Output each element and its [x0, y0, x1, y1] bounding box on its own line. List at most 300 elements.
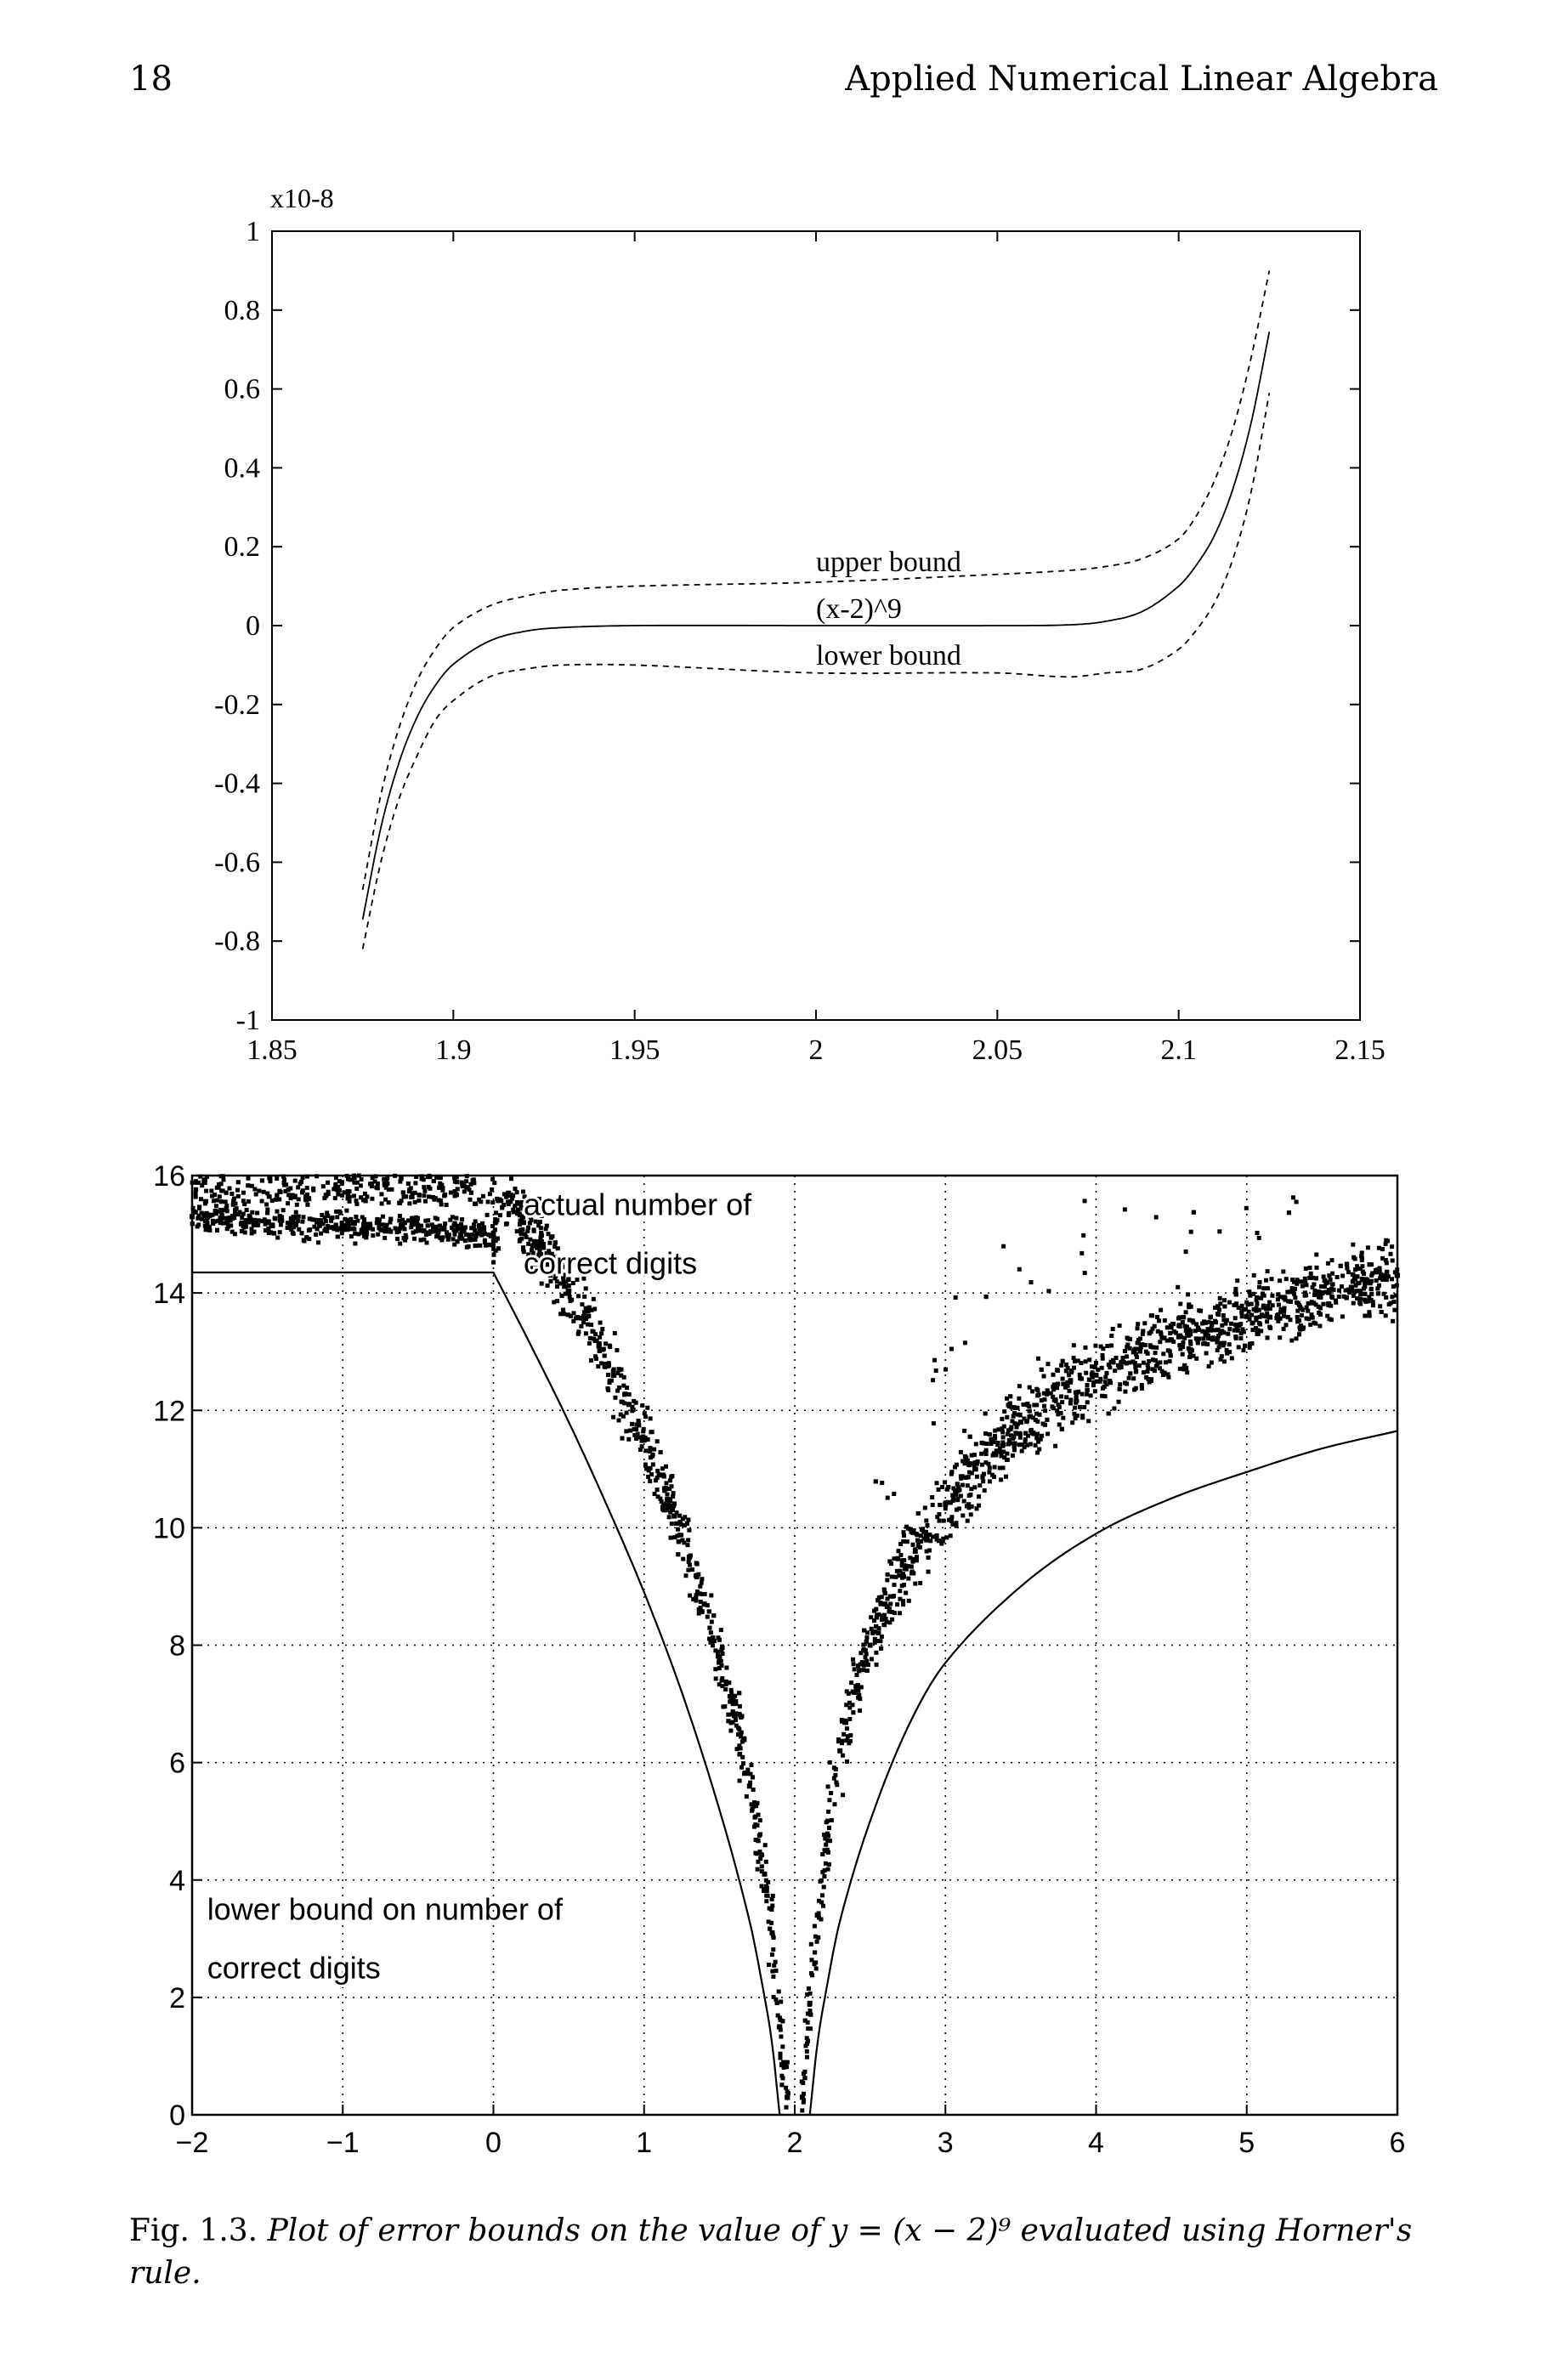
data-point [1043, 1408, 1047, 1413]
data-point [354, 1187, 359, 1191]
data-point [686, 1568, 690, 1572]
data-point [784, 2086, 788, 2090]
data-point [1060, 1427, 1064, 1431]
data-point [822, 1874, 826, 1878]
data-point [983, 1412, 988, 1416]
data-point [1100, 1366, 1104, 1370]
data-point [1371, 1303, 1375, 1307]
data-point [1369, 1287, 1374, 1291]
data-point [385, 1223, 389, 1227]
data-point [780, 2044, 785, 2048]
data-point [1181, 1352, 1185, 1357]
data-point [1164, 1360, 1168, 1364]
data-point [485, 1213, 490, 1217]
data-point [490, 1224, 495, 1228]
data-point [809, 1942, 813, 1946]
data-point [1295, 1336, 1299, 1340]
data-point [852, 1662, 856, 1666]
data-point [219, 1174, 224, 1178]
data-point [479, 1199, 483, 1204]
data-point [745, 1768, 750, 1772]
data-point [364, 1199, 368, 1204]
data-point [988, 1479, 992, 1483]
data-point [1072, 1366, 1076, 1370]
data-point [709, 1593, 713, 1597]
data-point [246, 1199, 251, 1204]
data-point [1034, 1436, 1039, 1440]
data-point [357, 1174, 361, 1178]
data-point [634, 1423, 638, 1427]
data-point [478, 1227, 482, 1231]
data-point [988, 1466, 992, 1470]
data-point [219, 1199, 224, 1204]
data-point-key [1244, 1314, 1250, 1319]
data-point [1247, 1289, 1251, 1294]
data-point [370, 1182, 374, 1186]
data-point [849, 1680, 853, 1685]
data-point [904, 1567, 909, 1572]
data-point [650, 1430, 654, 1434]
data-point [1146, 1363, 1150, 1367]
data-point-key [1094, 1373, 1099, 1378]
data-point [204, 1189, 208, 1193]
data-point [1188, 1342, 1193, 1346]
data-point [449, 1191, 453, 1195]
data-point [1222, 1305, 1227, 1309]
data-point [625, 1411, 629, 1415]
data-point [1378, 1304, 1382, 1308]
data-point [1391, 1284, 1396, 1289]
data-point [1133, 1361, 1137, 1365]
x-tick-label: −1 [326, 2127, 360, 2159]
data-point [377, 1224, 381, 1228]
data-point [302, 1215, 306, 1219]
data-point [1297, 1332, 1301, 1336]
data-point [898, 1611, 902, 1615]
data-point [336, 1193, 340, 1197]
data-point [866, 1663, 870, 1667]
data-point [1142, 1321, 1147, 1325]
data-point [1091, 1383, 1096, 1387]
data-point [1248, 1294, 1252, 1298]
data-point [1216, 1348, 1220, 1352]
data-point [1157, 1318, 1161, 1323]
data-point [942, 1519, 946, 1523]
data-point [423, 1219, 428, 1223]
chart-top-tick-labels [214, 216, 1386, 1066]
data-point [1030, 1389, 1034, 1393]
data-point [1032, 1403, 1036, 1408]
data-point [750, 1763, 754, 1767]
data-point [924, 1519, 928, 1523]
data-point [620, 1436, 625, 1441]
data-point [951, 1499, 955, 1503]
data-point [1168, 1331, 1172, 1335]
data-point [414, 1175, 418, 1179]
data-point [1111, 1327, 1115, 1331]
data-point [1330, 1282, 1334, 1286]
data-point [1318, 1295, 1323, 1300]
data-point [874, 1624, 878, 1629]
data-point [680, 1538, 684, 1543]
data-point [394, 1227, 398, 1231]
data-point [1023, 1431, 1028, 1436]
data-point [1118, 1382, 1122, 1386]
data-point [953, 1488, 957, 1493]
data-point [627, 1392, 632, 1397]
data-point [1326, 1280, 1330, 1284]
x-tick-label: 2 [808, 1034, 824, 1066]
data-point [1068, 1389, 1072, 1393]
data-point [455, 1175, 459, 1179]
data-point [686, 1538, 690, 1542]
data-point [776, 2014, 780, 2018]
data-point [739, 1715, 743, 1720]
data-point [1098, 1380, 1102, 1384]
data-point [1054, 1399, 1058, 1403]
data-point [1125, 1343, 1130, 1347]
data-point [1119, 1361, 1123, 1365]
data-point [511, 1193, 515, 1198]
data-point [411, 1216, 415, 1221]
data-point [244, 1218, 248, 1222]
data-point [918, 1581, 922, 1585]
data-point [286, 1193, 291, 1197]
data-point [365, 1232, 369, 1236]
data-point [492, 1181, 496, 1185]
data-point [872, 1609, 876, 1613]
data-point [927, 1549, 932, 1553]
data-point [348, 1217, 353, 1221]
data-point-key [416, 1226, 421, 1231]
data-point [925, 1538, 929, 1542]
data-point [1094, 1361, 1098, 1365]
data-point [768, 1927, 772, 1931]
data-point [813, 1962, 817, 1966]
data-point [941, 1538, 945, 1543]
data-point [937, 1488, 941, 1492]
data-point [352, 1194, 356, 1198]
data-point [687, 1518, 691, 1522]
data-point-key [491, 1232, 496, 1237]
data-point [1194, 1357, 1198, 1361]
data-point [255, 1211, 259, 1216]
data-point [352, 1181, 356, 1185]
data-point-key [611, 1373, 616, 1378]
data-point [1220, 1329, 1224, 1333]
data-point [993, 1429, 997, 1433]
data-point-key [732, 1713, 737, 1718]
data-point [963, 1340, 967, 1345]
data-point [898, 1589, 902, 1593]
data-point [1078, 1405, 1082, 1409]
data-point [1268, 1306, 1272, 1311]
data-point [643, 1448, 648, 1453]
x-tick-label: 3 [937, 2127, 954, 2159]
x-tick-label: 2.05 [972, 1034, 1023, 1066]
data-point [888, 1602, 892, 1606]
data-point [915, 1555, 919, 1559]
data-point [886, 1597, 890, 1601]
data-point [465, 1245, 469, 1250]
data-point [582, 1310, 586, 1314]
data-point [257, 1218, 261, 1222]
data-point [667, 1515, 672, 1519]
data-point [897, 1549, 901, 1553]
data-point [1250, 1328, 1255, 1332]
data-point [1362, 1272, 1366, 1276]
data-point [230, 1216, 235, 1221]
data-point [218, 1194, 222, 1198]
data-point [1028, 1386, 1032, 1390]
data-point [1312, 1321, 1316, 1325]
data-point [544, 1227, 548, 1231]
data-point [1267, 1300, 1272, 1305]
data-point [1334, 1300, 1338, 1305]
data-point [579, 1324, 583, 1329]
data-point [481, 1194, 485, 1198]
data-point [819, 1918, 823, 1922]
y-tick-label: 14 [153, 1278, 185, 1311]
data-point [1123, 1207, 1127, 1211]
data-point [949, 1533, 953, 1538]
data-point [1285, 1290, 1289, 1295]
annotation-label: actual number of [524, 1187, 752, 1222]
data-point [453, 1221, 457, 1226]
data-point [1147, 1359, 1151, 1363]
data-point [1248, 1342, 1252, 1346]
data-point [343, 1217, 347, 1221]
data-point [1305, 1283, 1309, 1287]
data-point [972, 1485, 977, 1489]
data-point [426, 1223, 430, 1227]
data-point [1034, 1387, 1039, 1391]
data-point [1056, 1368, 1060, 1373]
data-point [399, 1176, 403, 1181]
data-point [1117, 1400, 1121, 1404]
data-point [1203, 1341, 1207, 1346]
data-point [913, 1582, 917, 1586]
data-point [855, 1673, 859, 1677]
data-point [911, 1543, 915, 1547]
data-point [1295, 1319, 1300, 1323]
data-point-key [642, 1437, 647, 1442]
data-point [224, 1206, 229, 1210]
data-point [1276, 1292, 1280, 1296]
data-point [293, 1215, 298, 1219]
data-point [1085, 1383, 1090, 1387]
data-point [805, 2049, 809, 2054]
data-point [713, 1667, 717, 1671]
data-point [422, 1193, 426, 1198]
data-point [1278, 1335, 1282, 1340]
data-point [1210, 1323, 1214, 1327]
data-point [464, 1185, 468, 1189]
data-point [620, 1400, 624, 1404]
data-point [968, 1493, 972, 1497]
data-point [898, 1569, 903, 1573]
data-point [1045, 1418, 1049, 1422]
data-point [588, 1336, 592, 1340]
data-point-key [747, 1783, 752, 1788]
data-point [1237, 1306, 1241, 1310]
data-point [1084, 1371, 1088, 1375]
data-point [1321, 1302, 1325, 1306]
data-point [274, 1198, 278, 1202]
data-point [1303, 1277, 1307, 1281]
data-point [1158, 1340, 1162, 1344]
data-point [354, 1215, 358, 1219]
data-point [1061, 1416, 1065, 1420]
data-point [1112, 1407, 1116, 1411]
data-point [265, 1211, 269, 1216]
data-point [981, 1479, 985, 1483]
data-point [346, 1192, 350, 1196]
data-point [1392, 1308, 1397, 1312]
data-point [1178, 1367, 1182, 1371]
data-point [299, 1180, 303, 1184]
data-point [716, 1650, 720, 1654]
data-point [469, 1238, 473, 1242]
data-point-key [190, 1214, 195, 1219]
data-point [570, 1298, 574, 1302]
data-point [1061, 1382, 1065, 1386]
data-point [886, 1496, 890, 1500]
data-point [960, 1483, 965, 1488]
data-point [1197, 1308, 1201, 1312]
x-tick-label: 1.9 [435, 1034, 472, 1066]
data-point [214, 1204, 218, 1208]
data-point [1340, 1274, 1345, 1278]
data-point [738, 1704, 742, 1708]
data-point [1068, 1397, 1073, 1402]
data-point [1206, 1336, 1210, 1340]
data-point [1158, 1366, 1162, 1370]
data-point [836, 1737, 841, 1742]
data-point [490, 1187, 494, 1192]
data-point [305, 1175, 309, 1179]
data-point [1182, 1315, 1186, 1319]
data-point [539, 1226, 543, 1230]
data-point [1255, 1328, 1260, 1332]
data-point [615, 1389, 620, 1393]
data-point [385, 1182, 389, 1186]
data-point [694, 1573, 699, 1578]
data-point [376, 1182, 380, 1186]
data-point [356, 1232, 360, 1236]
data-point [1389, 1252, 1393, 1256]
data-point [721, 1705, 725, 1709]
data-point [655, 1488, 660, 1492]
data-point [526, 1226, 530, 1230]
data-point [1105, 1344, 1109, 1348]
data-point [1035, 1432, 1040, 1436]
data-point [576, 1294, 581, 1298]
data-point [955, 1482, 960, 1486]
data-point [1184, 1310, 1188, 1314]
data-point [1257, 1308, 1261, 1312]
data-point [856, 1683, 860, 1687]
data-point [1005, 1458, 1009, 1462]
data-point [212, 1198, 216, 1203]
data-point [1235, 1278, 1239, 1283]
data-point [1282, 1314, 1286, 1318]
data-point [474, 1234, 479, 1238]
data-point [584, 1331, 588, 1335]
data-point [1241, 1348, 1245, 1352]
data-point-key [882, 1601, 887, 1606]
data-point [401, 1225, 405, 1229]
data-point [844, 1703, 848, 1707]
data-point [881, 1617, 885, 1621]
x-tick-label: 2.15 [1334, 1034, 1386, 1066]
data-point [767, 1963, 771, 1967]
data-point [1369, 1279, 1374, 1284]
data-point [340, 1193, 344, 1198]
data-point [549, 1236, 553, 1240]
data-point [474, 1244, 479, 1248]
data-point [446, 1234, 450, 1238]
data-point [422, 1185, 426, 1189]
data-point [1005, 1452, 1009, 1456]
data-point [566, 1312, 570, 1317]
data-point [224, 1191, 229, 1195]
data-point [294, 1210, 298, 1215]
x-tick-label: 2 [786, 2127, 803, 2159]
data-point [1259, 1296, 1263, 1300]
data-point [906, 1577, 910, 1581]
data-point [236, 1180, 241, 1184]
x-tick-label: 1.95 [609, 1034, 660, 1066]
data-point [1222, 1359, 1227, 1363]
data-point [1295, 1200, 1299, 1204]
data-point [967, 1470, 972, 1475]
data-point [738, 1779, 742, 1783]
data-point [592, 1297, 596, 1301]
data-point-key [808, 2001, 813, 2006]
data-point [1303, 1290, 1307, 1295]
data-point [1378, 1276, 1382, 1280]
data-point [815, 1940, 819, 1944]
data-point [1017, 1384, 1022, 1388]
data-point [911, 1531, 915, 1535]
data-point [1089, 1393, 1093, 1397]
x-tick-label: −2 [175, 2127, 209, 2159]
data-point [1295, 1282, 1299, 1286]
data-point [1374, 1278, 1379, 1283]
data-point [564, 1284, 568, 1289]
data-point [532, 1227, 536, 1232]
data-point [432, 1179, 436, 1183]
data-point [1080, 1414, 1085, 1418]
data-point [677, 1539, 681, 1544]
data-point [305, 1193, 309, 1197]
data-point [1051, 1404, 1055, 1408]
chart-bottom-annotations [207, 1187, 752, 1986]
y-tick-label: 2 [169, 1981, 185, 2014]
data-point [1181, 1340, 1185, 1345]
data-point [615, 1348, 619, 1352]
data-point [1083, 1271, 1087, 1275]
annotation-lower-bound: lower bound [816, 640, 961, 672]
data-point [1128, 1361, 1132, 1365]
data-point [819, 1878, 824, 1883]
data-point [826, 1867, 830, 1872]
data-point [1009, 1427, 1013, 1431]
data-point [934, 1368, 938, 1373]
data-point [1382, 1292, 1386, 1296]
data-point [771, 1947, 775, 1952]
